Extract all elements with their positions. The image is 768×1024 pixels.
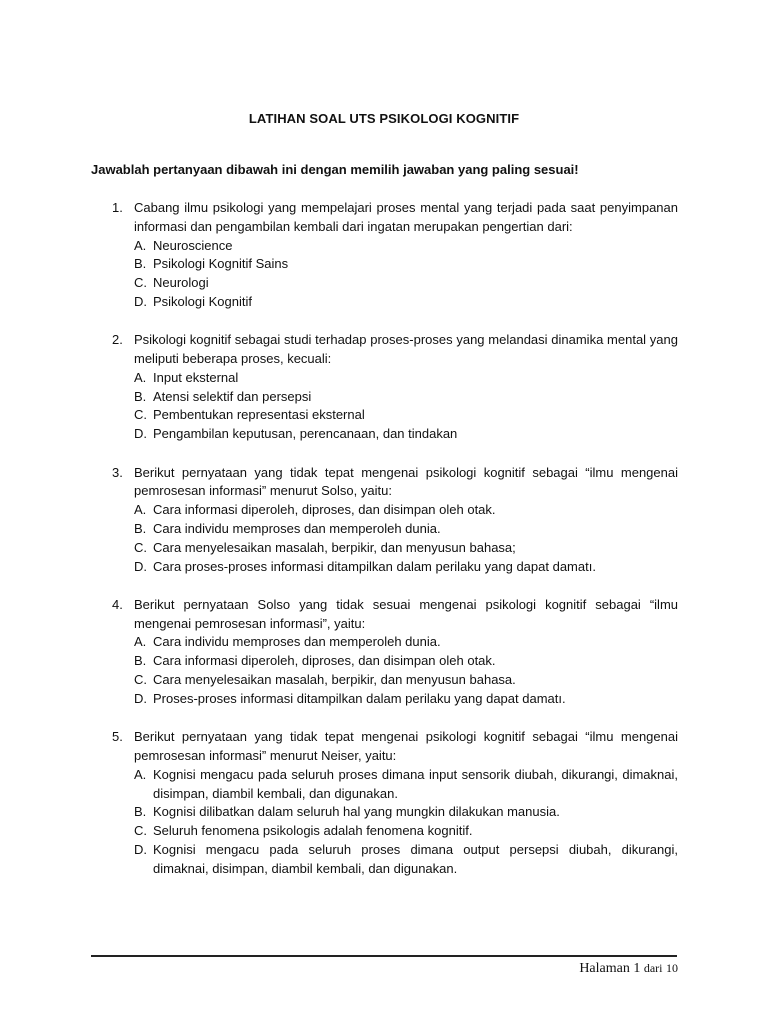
question-text: Cabang ilmu psikologi yang mempelajari proses mental yang terjadi pada saat penyimpanan informasi dan pengambilan kembali dari ingatan merupakan pengertian dari:	[134, 200, 678, 234]
option-letter: A.	[134, 369, 147, 385]
option-letter: B.	[134, 653, 147, 669]
option-letter: C.	[134, 275, 147, 291]
footer-page-label: Halaman	[579, 961, 630, 976]
option-text: Pengambilan keputusan, perencanaan, dan tindakan	[153, 426, 458, 442]
option-letter: C.	[134, 672, 147, 688]
question-number: 1.	[112, 200, 123, 215]
option-b	[134, 388, 678, 407]
option-c	[134, 274, 678, 293]
option-text: Kognisi mengacu pada seluruh proses dimana input sensorik diubah, dikurangi, dimaknai, disimpan, diambil kembali, dan digunakan.	[153, 766, 678, 801]
option-text: Cara menyelesaikan masalah, berpikir, dan menyusun bahasa;	[153, 539, 516, 555]
footer-current-page: 1	[633, 961, 641, 976]
option-c	[134, 539, 678, 558]
question-number: 4.	[112, 596, 123, 612]
option-a	[134, 633, 678, 652]
question-4	[0, 596, 768, 709]
question-number: 2.	[112, 332, 123, 348]
question-list	[0, 199, 768, 898]
option-letter: D.	[134, 558, 147, 574]
option-d	[134, 293, 678, 312]
option-text: Cara individu memproses dan memperoleh dunia.	[153, 634, 441, 650]
footer-of-label: dari	[643, 961, 663, 975]
option-d	[134, 841, 678, 879]
option-b	[134, 255, 678, 274]
question-number: 3.	[112, 464, 123, 480]
option-d	[134, 558, 678, 577]
footer-total-pages: 10	[666, 961, 678, 975]
option-d	[134, 425, 678, 444]
option-letter: B.	[134, 388, 147, 404]
option-text: Cara proses-proses informasi ditampilkan dalam perilaku yang dapat damatı.	[153, 558, 596, 574]
option-text: Psikologi Kognitif Sains	[153, 256, 289, 272]
question-text: Berikut pernyataan Solso yang tidak sesuai mengenai psikologi kognitif sebagai “ilmu mengenai pemrosesan informasi”, yaitu:	[134, 596, 678, 631]
option-letter: D.	[134, 293, 147, 309]
option-text: Neurologi	[153, 275, 209, 291]
option-b	[134, 520, 678, 539]
option-letter: C.	[134, 407, 147, 423]
option-letter: C.	[134, 539, 147, 555]
option-c	[134, 822, 678, 841]
question-text: Berikut pernyataan yang tidak tepat mengenai psikologi kognitif sebagai “ilmu mengenai pemrosesan informasi” menurut Neiser, yaitu:	[134, 729, 678, 763]
option-a	[134, 237, 678, 256]
option-letter: D.	[134, 690, 147, 706]
question-2	[0, 331, 768, 444]
option-letter: A.	[134, 502, 147, 518]
question-3	[0, 464, 768, 577]
option-text: Kognisi mengacu pada seluruh proses dimana output persepsi diubah, dikurangi, dimaknai, disimpan, diambil kembali, dan digunakan.	[153, 841, 678, 876]
question-1	[0, 199, 768, 312]
option-letter: D.	[134, 841, 147, 857]
option-c	[134, 671, 678, 690]
option-text: Psikologi Kognitif	[153, 293, 252, 309]
footer-divider	[91, 955, 677, 957]
question-number: 5.	[112, 729, 123, 745]
option-letter: B.	[134, 804, 147, 820]
option-d	[134, 690, 678, 709]
question-text: Berikut pernyataan yang tidak tepat mengenai psikologi kognitif sebagai “ilmu mengenai pemrosesan informasi” menurut Solso, yaitu:	[134, 464, 678, 499]
option-a	[134, 369, 678, 388]
option-b	[134, 652, 678, 671]
document-title: LATIHAN SOAL UTS PSIKOLOGI KOGNITIF	[248, 111, 520, 126]
instruction-text: Jawablah pertanyaan dibawah ini dengan memilih jawaban yang paling sesuai!	[91, 162, 579, 177]
option-letter: A.	[134, 766, 147, 782]
page-footer	[579, 961, 678, 977]
option-letter: C.	[134, 823, 147, 839]
option-letter: A.	[134, 634, 147, 650]
option-text: Neuroscience	[153, 237, 233, 253]
option-text: Pembentukan representasi eksternal	[153, 407, 365, 423]
option-letter: A.	[134, 237, 147, 253]
option-a	[134, 501, 678, 520]
option-letter: B.	[134, 520, 147, 536]
option-text: Proses-proses informasi ditampilkan dalam perilaku yang dapat damatı.	[153, 690, 566, 706]
option-text: Seluruh fenomena psikologis adalah fenomena kognitif.	[153, 823, 473, 839]
option-letter: B.	[134, 256, 147, 272]
option-text: Cara menyelesaikan masalah, berpikir, dan menyusun bahasa.	[153, 672, 516, 688]
option-text: Cara informasi diperoleh, diproses, dan disimpan oleh otak.	[153, 502, 496, 518]
option-c	[134, 406, 678, 425]
option-letter: D.	[134, 426, 147, 442]
option-text: Kognisi dilibatkan dalam seluruh hal yang mungkin dilakukan manusia.	[153, 804, 560, 820]
question-text: Psikologi kognitif sebagai studi terhadap proses-proses yang melandasi dinamika mental yang meliputi beberapa proses, kecuali:	[134, 332, 678, 367]
option-b	[134, 803, 678, 822]
option-a	[134, 766, 678, 804]
question-5	[0, 728, 768, 878]
option-text: Input eksternal	[153, 369, 239, 385]
option-text: Cara informasi diperoleh, diproses, dan disimpan oleh otak.	[153, 653, 496, 669]
option-text: Atensi selektif dan persepsi	[153, 388, 312, 404]
option-text: Cara individu memproses dan memperoleh dunia.	[153, 520, 441, 536]
